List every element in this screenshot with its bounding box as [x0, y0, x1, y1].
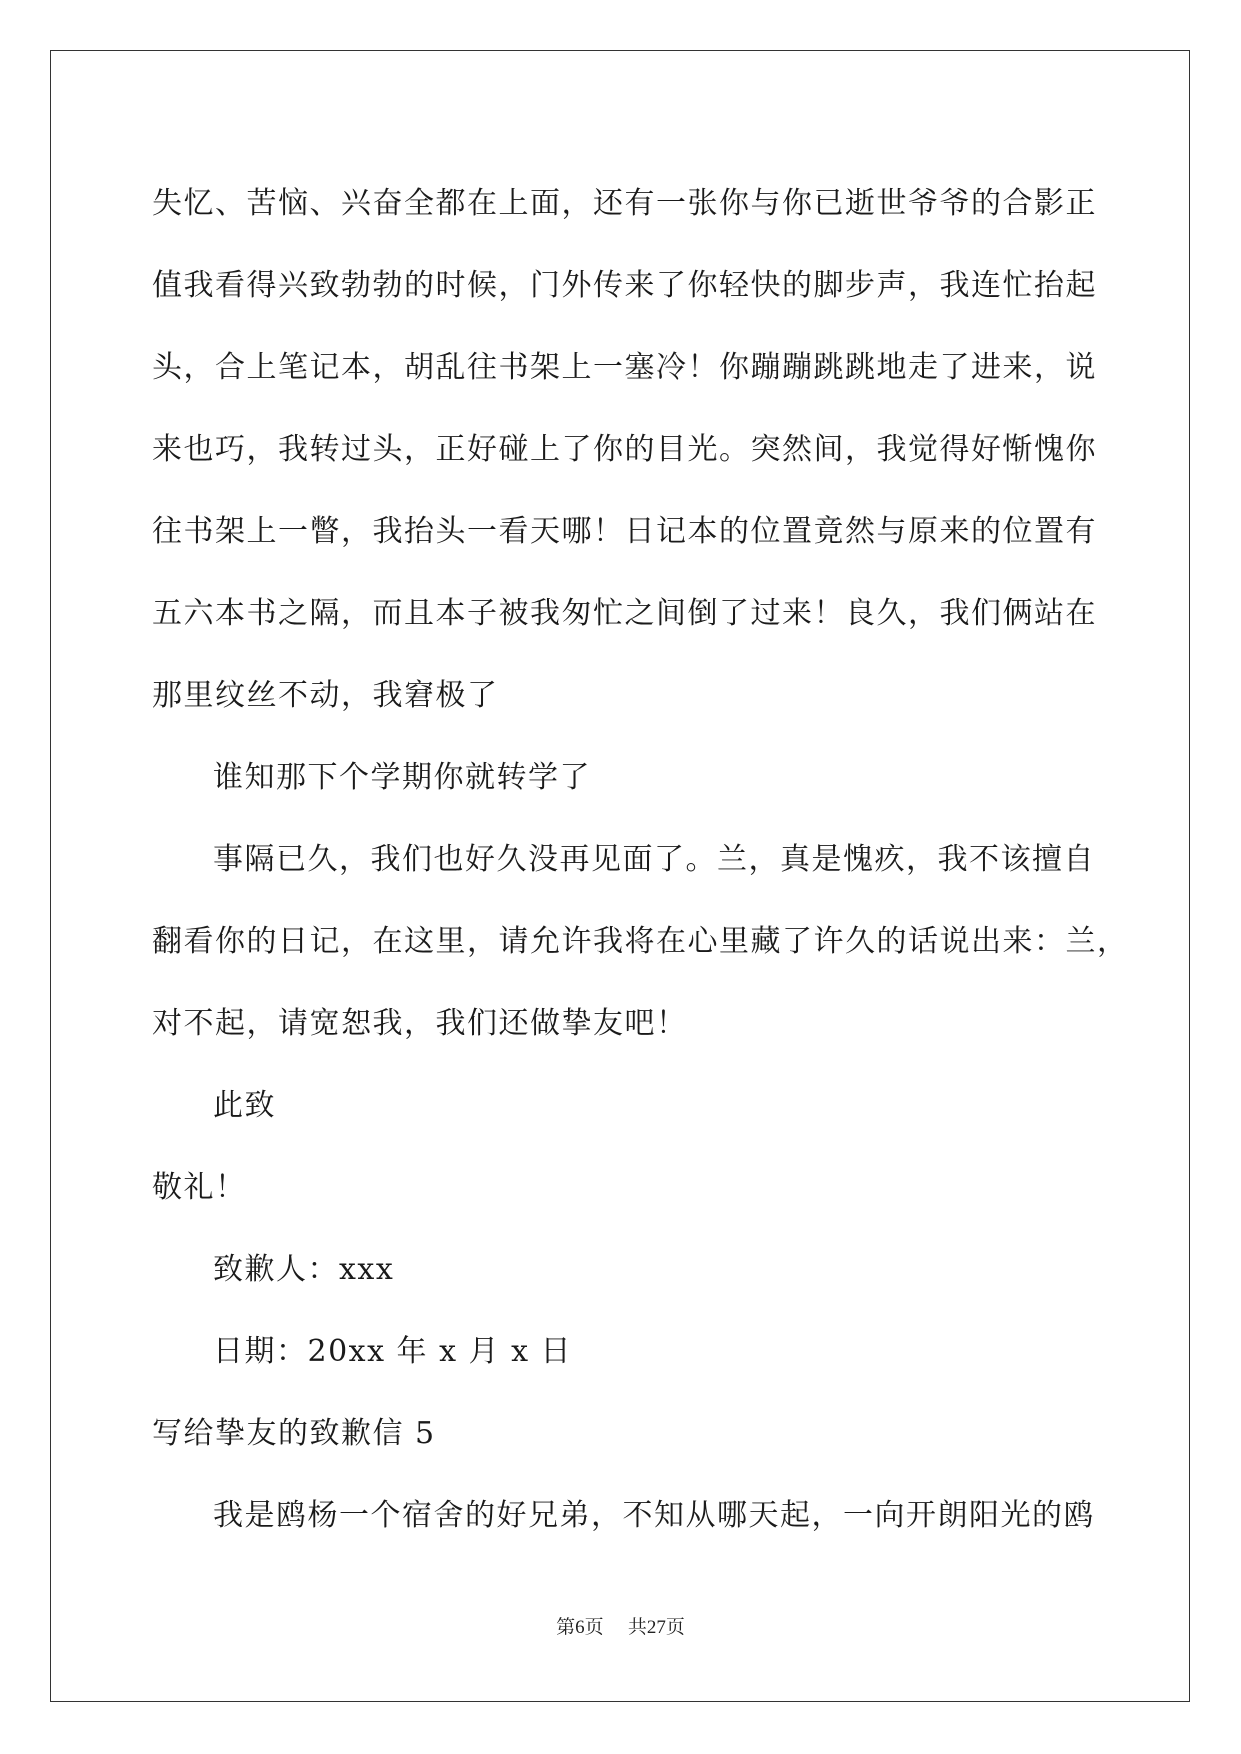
- text-line: 来也巧，我转过头，正好碰上了你的目光。突然间，我觉得好惭愧你: [152, 432, 1097, 467]
- text-line: 事隔已久，我们也好久没再见面了。兰，真是愧疚，我不该擅自: [213, 842, 1095, 877]
- text-line: 失忆、苦恼、兴奋全都在上面，还有一张你与你已逝世爷爷的合影正: [152, 186, 1097, 221]
- text-line: 那里纹丝不动，我窘极了: [152, 678, 499, 713]
- footer-total-suffix: 页: [665, 1616, 685, 1638]
- text-line: 值我看得兴致勃勃的时候，门外传来了你轻快的脚步声，我连忙抬起: [152, 268, 1097, 303]
- footer-prefix: 第: [556, 1616, 576, 1638]
- closing-salutation: 此致: [213, 1088, 276, 1123]
- document-body: [152, 163, 1129, 1557]
- text-line: 往书架上一瞥，我抬头一看天哪！日记本的位置竟然与原来的位置有: [152, 514, 1097, 549]
- closing-respect: 敬礼！: [152, 1170, 247, 1205]
- text-line: 对不起，请宽恕我，我们还做挚友吧！: [152, 1006, 688, 1041]
- text-line: 翻看你的日记，在这里，请允许我将在心里藏了许久的话说出来：兰，: [152, 924, 1129, 959]
- footer-page-suffix: 页: [584, 1616, 604, 1638]
- text-line: 我是鸥杨一个宿舍的好兄弟，不知从哪天起，一向开朗阳光的鸥: [213, 1498, 1095, 1533]
- total-pages: 27: [646, 1617, 666, 1638]
- page-number: 6: [575, 1617, 585, 1638]
- text-line: 谁知那下个学期你就转学了: [213, 760, 591, 795]
- signature-line: 致歉人：xxx: [213, 1252, 395, 1287]
- page-footer: [0, 1612, 1241, 1639]
- footer-total-prefix: 共: [627, 1616, 647, 1638]
- text-line: 五六本书之隔，而且本子被我匆忙之间倒了过来！良久，我们俩站在: [152, 596, 1097, 631]
- text-line: 头，合上笔记本，胡乱往书架上一塞冷！你蹦蹦跳跳地走了进来，说: [152, 350, 1097, 385]
- date-line: 日期：20xx 年 x 月 x 日: [213, 1334, 573, 1369]
- section-heading: 写给挚友的致歉信 5: [152, 1416, 436, 1451]
